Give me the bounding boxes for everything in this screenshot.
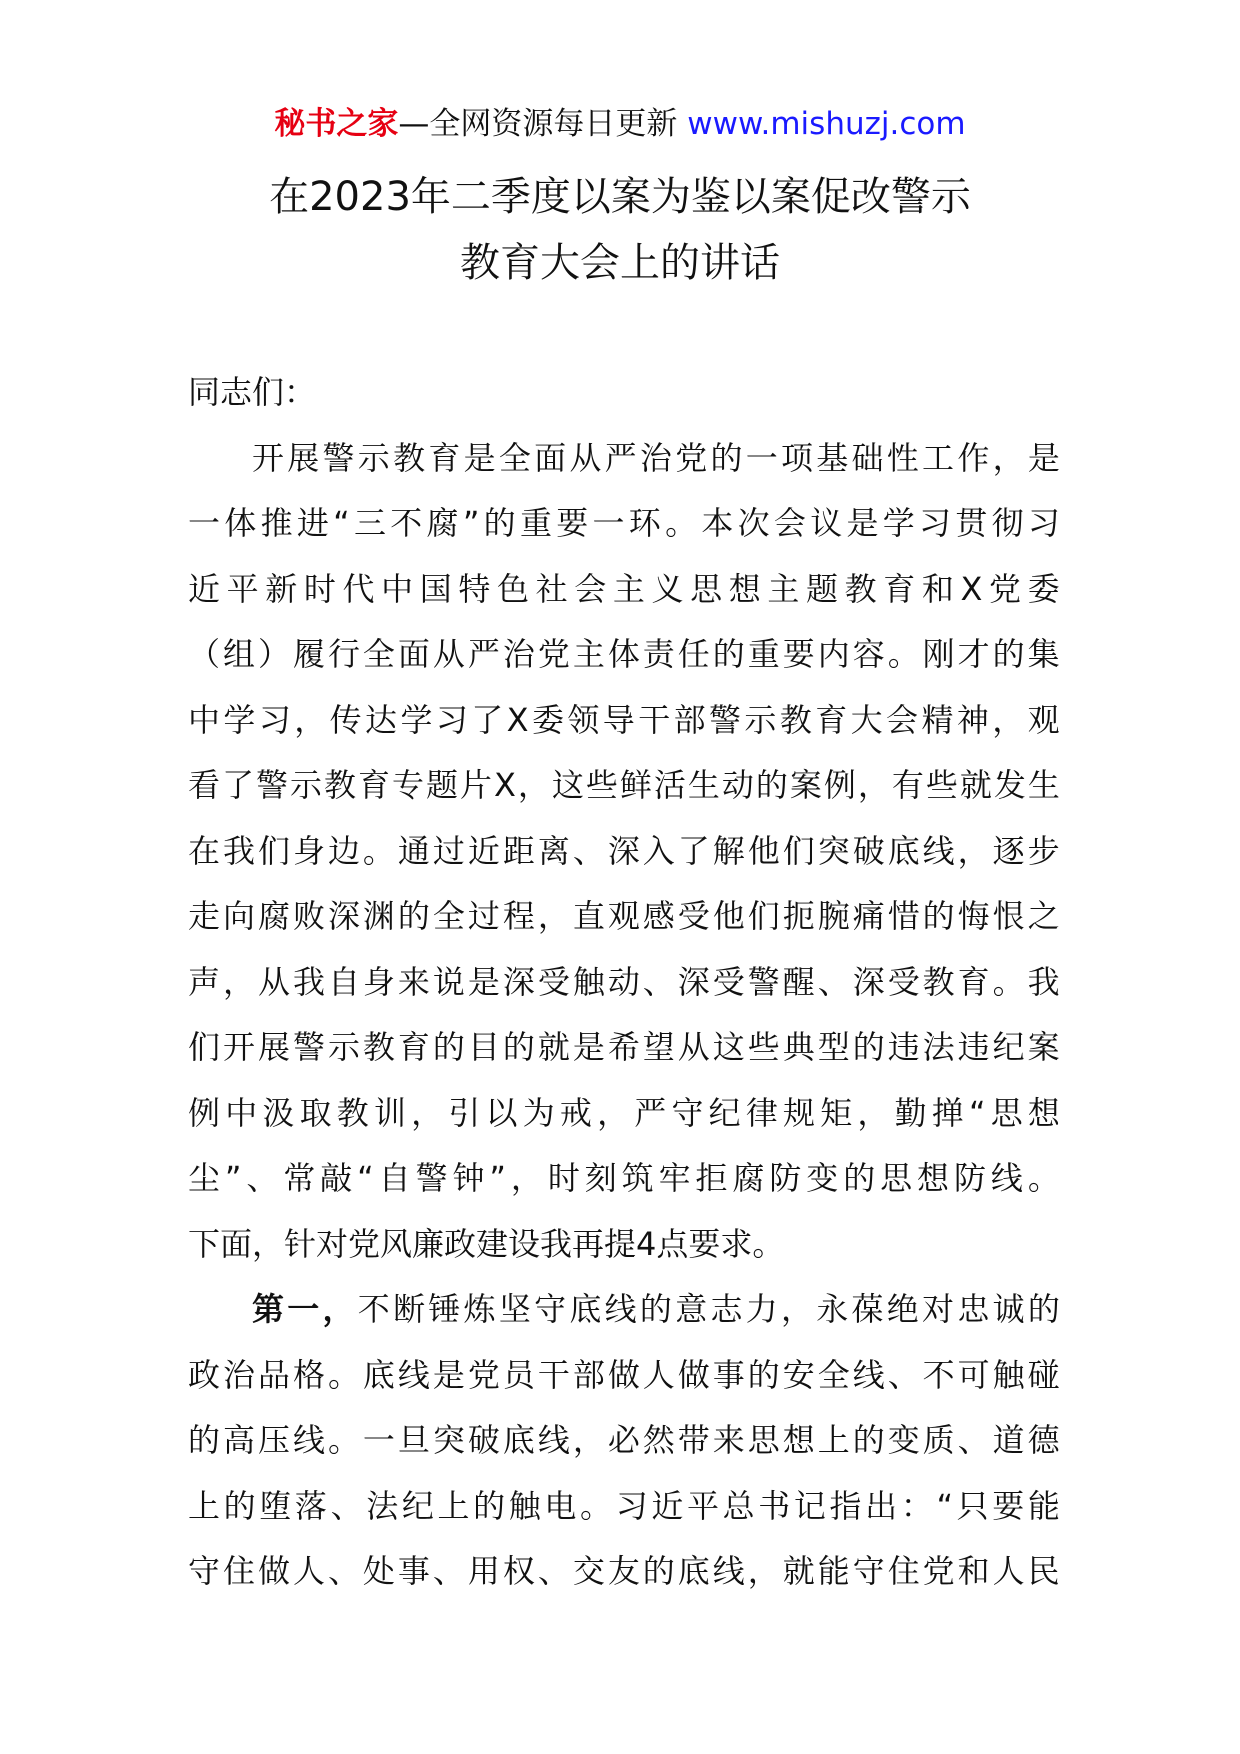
text-line: 声 ， 从 我 自 身 来 说 是 深 受 触 动 、 深 受 警 醒 、 深 受 教 育 。 我 — [188, 962, 1060, 1001]
text-line: 中 学 习 ， 传 达 学 习 了 X 委 领 导 干 部 警 示 教 育 大 会 精 神 ， 观 — [188, 700, 1060, 739]
salutation: 同志们： — [188, 373, 317, 411]
section-heading-line: 第 一 ， 不 断 锤 炼 坚 守 底 线 的 意 志 力 ， 永 葆 绝 对 忠 诚 的 — [252, 1290, 1060, 1328]
paragraph-1 — [188, 426, 1060, 1278]
text-line: 政 治 品 格 。 底 线 是 党 员 干 部 做 人 做 事 的 安 全 线 、 不 可 触 碰 — [188, 1355, 1060, 1394]
site-banner — [0, 100, 1240, 148]
title-line-1: 在2023年二季度以案为鉴以案促改警示 — [269, 174, 971, 220]
text-line: 走 向 腐 败 深 渊 的 全 过 程 ， 直 观 感 受 他 们 扼 腕 痛 惜 的 悔 恨 之 — [188, 897, 1060, 935]
text-line: 在 我 们 身 边 。 通 过 近 距 离 、 深 入 了 解 他 们 突 破 底 线 ， 逐 步 — [188, 831, 1060, 870]
text-line: 上 的 堕 落 、 法 纪 上 的 触 电 。 习 近 平 总 书 记 指 出 ： “ 只 要 能 — [188, 1486, 1060, 1525]
text-line: 近 平 新 时 代 中 国 特 色 社 会 主 义 思 想 主 题 教 育 和 X 党 委 — [188, 569, 1060, 608]
text-line: （ 组 ） 履 行 全 面 从 严 治 党 主 体 责 任 的 重 要 内 容 。 刚 才 的 集 — [188, 635, 1060, 673]
brand-name: 秘书之家 — [274, 106, 399, 142]
text-line: 开 展 警 示 教 育 是 全 面 从 严 治 党 的 一 项 基 础 性 工 作 ， 是 — [252, 438, 1060, 477]
paragraph-2 — [188, 1277, 1060, 1605]
site-url-link[interactable]: www.mishuzj.com — [687, 106, 966, 142]
document-title — [0, 164, 1240, 296]
text-line: 看 了 警 示 教 育 专 题 片 X ， 这 些 鲜 活 生 动 的 案 例 ， 有 些 就 发 生 — [188, 766, 1060, 804]
text-line: 的 高 压 线 。 一 旦 突 破 底 线 ， 必 然 带 来 思 想 上 的 变 质 、 道 德 — [188, 1421, 1060, 1459]
text-line: 守 住 做 人 、 处 事 、 用 权 、 交 友 的 底 线 ， 就 能 守 住 党 和 人 民 — [188, 1552, 1060, 1590]
title-line-2: 教育大会上的讲话 — [460, 240, 780, 286]
document-body — [188, 360, 1060, 1605]
text-line: 例 中 汲 取 教 训 ， 引 以 为 戒 ， 严 守 纪 律 规 矩 ， 勤 掸 “ 思 想 — [188, 1093, 1060, 1132]
text-line: 尘 ” 、 常 敲 “ 自 警 钟 ” ， 时 刻 筑 牢 拒 腐 防 变 的 思 想 防 线 。 — [188, 1159, 1060, 1197]
text-line: 下面，针对党风廉政建设我再提4点要求。 — [188, 1224, 785, 1263]
text-line: 一 体 推 进 “ 三 不 腐 ” 的 重 要 一 环 。 本 次 会 议 是 学 习 贯 彻 习 — [188, 504, 1060, 542]
text-line: 们 开 展 警 示 教 育 的 目 的 就 是 希 望 从 这 些 典 型 的 违 法 违 纪 案 — [188, 1028, 1060, 1066]
banner-slogan: —全网资源每日更新 — [398, 106, 678, 142]
